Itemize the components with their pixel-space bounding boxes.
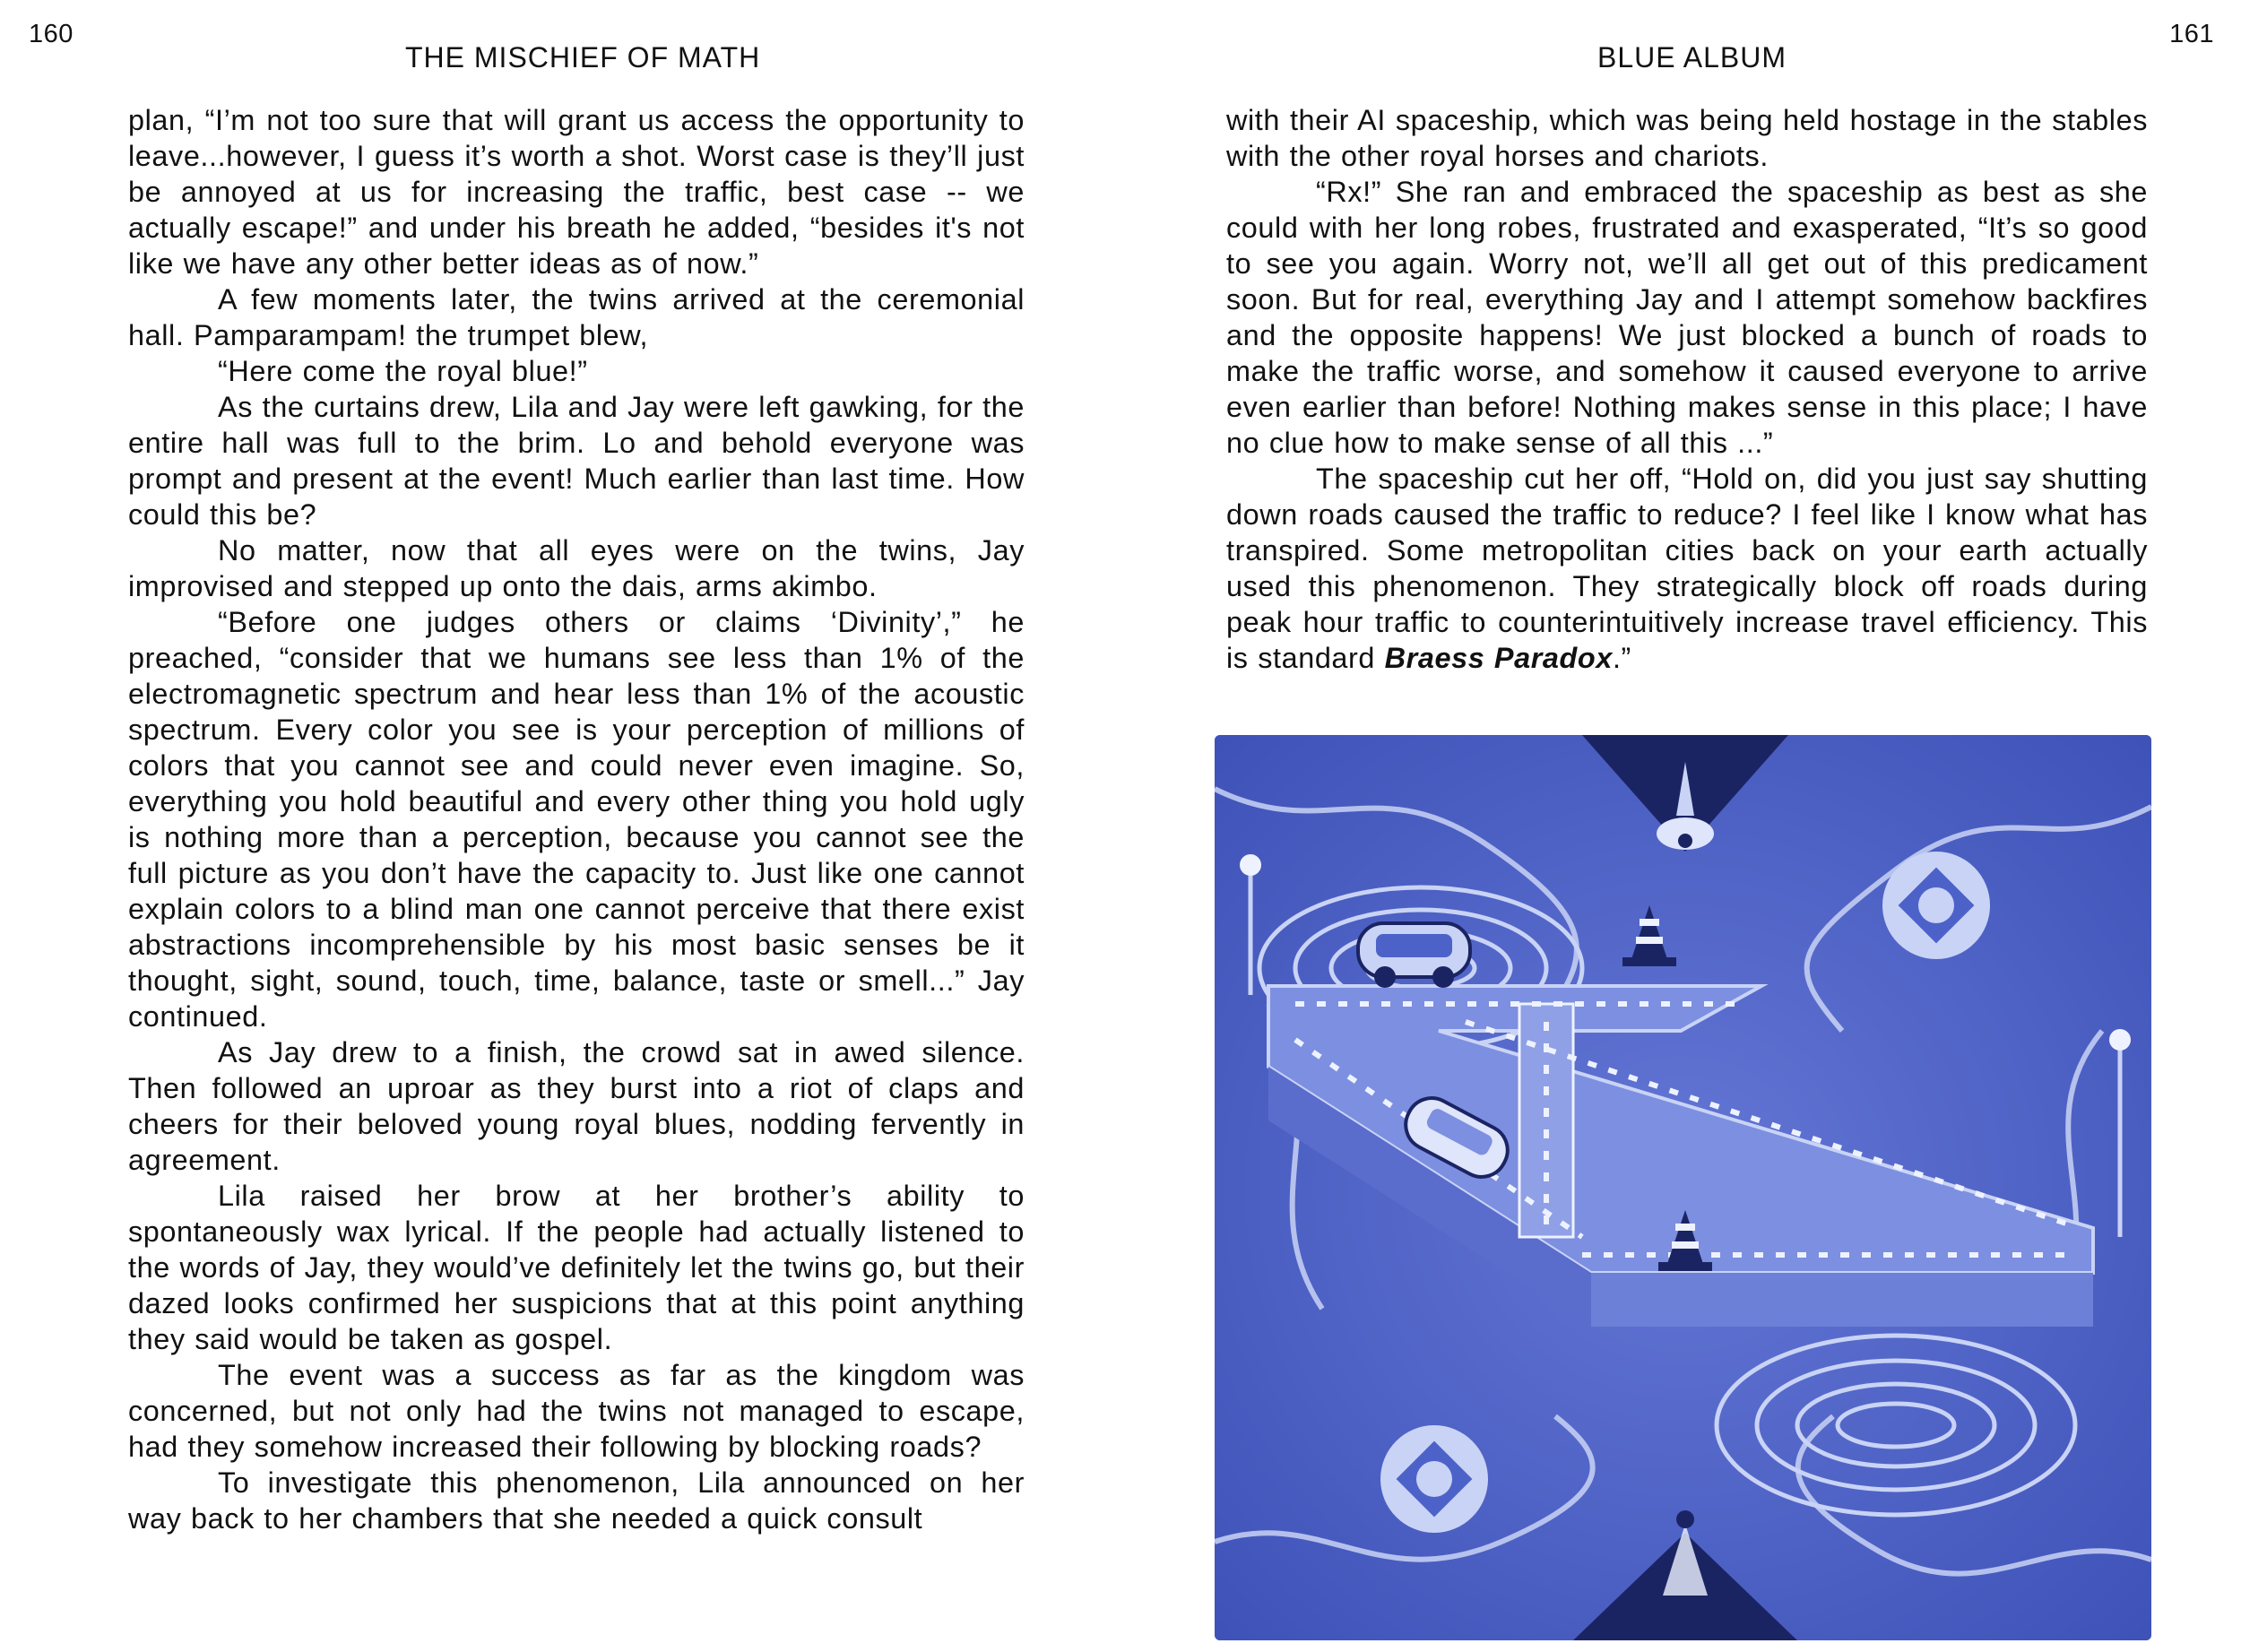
paragraph — [1226, 461, 2148, 676]
paragraph: As the curtains drew, Lila and Jay were left gawking, for the entire hall was full to the brim. Lo and behold everyone was prompt and present at the event! Much earlier than last time. How could this be? — [128, 391, 1025, 531]
paragraph: As Jay drew to a finish, the crowd sat in awed silence. Then followed an uproar as they burst into a riot of claps and cheers for their beloved young royal blues, nodding fervently in agreement. — [128, 1036, 1025, 1176]
paragraph: A few moments later, the twins arrived at the ceremonial hall. Pamparampam! the trumpet blew, — [128, 283, 1025, 351]
running-head-right: BLUE ALBUM — [1597, 41, 1787, 74]
eye-symbol-bottom-left — [1380, 1425, 1488, 1533]
paragraph: plan, “I’m not too sure that will grant us access the opportunity to leave...however, I guess it’s worth a shot. Worst case is they’ll just be annoyed at us for increasing the traffic, best case -- we actually escape!” and under his breath he added, “besides it's not like we have any other better ideas as of now.” — [128, 104, 1025, 280]
paragraph: with their AI spaceship, which was being held hostage in the stables with the other royal horses and chariots. — [1226, 104, 2148, 172]
paragraph-text: The spaceship cut her off, “Hold on, did you just say shutting down roads caused the traffic to reduce? I feel like I know what has transpired. Some metropolitan cities back on your earth actually used this phenomenon. They strategically block off roads during peak hour traffic to counterintuitively increase travel efficiency. This is standard — [1226, 463, 2148, 674]
paragraph: To investigate this phenomenon, Lila announced on her way back to her chambers that she needed a quick consult — [128, 1466, 1025, 1535]
braess-paradox-term: Braess Paradox — [1384, 642, 1613, 674]
paragraph-text-end: .” — [1612, 642, 1631, 674]
paragraph: No matter, now that all eyes were on the twins, Jay improvised and stepped up onto the dais, arms akimbo. — [128, 534, 1025, 602]
eye-symbol-top-right — [1882, 852, 1990, 959]
braess-road-illustration — [1215, 735, 2151, 1640]
running-head-left: THE MISCHIEF OF MATH — [405, 41, 761, 74]
car-icon — [1358, 923, 1470, 988]
page-number-left: 160 — [29, 20, 74, 48]
left-text-column — [128, 102, 1025, 1536]
paragraph: Lila raised her brow at her brother’s ability to spontaneously wax lyrical. If the people had actually listened to the words of Jay, they would’ve definitely let the twins go, but their dazed looks confirmed her suspicions that at this point anything they said would be taken as gospel. — [128, 1180, 1025, 1355]
page-number-right: 161 — [2169, 20, 2214, 48]
paragraph: “Before one judges others or claims ‘Divinity’,” he preached, “consider that we humans see less than 1% of the electromagnetic spectrum and hear less than 1% of the acoustic spectrum. Every color you see is your perception of millions of colors that you cannot see and could never even imagine. So, everything you hold beautiful and every other thing you hold ugly is nothing more than a perception, because you cannot see the full picture as you don’t have the capacity to. Just like one cannot explain colors to a blind man one cannot perceive that there exist abstractions incomprehensible by his most basic senses be it thought, sight, sound, touch, time, balance, taste or smell...” Jay continued. — [128, 606, 1025, 1033]
paragraph: “Here come the royal blue!” — [218, 355, 588, 387]
paragraph: The event was a success as far as the kingdom was concerned, but not only had the twins not managed to escape, had they somehow increased their following by blocking roads? — [128, 1359, 1025, 1463]
illustration-svg — [1215, 735, 2151, 1640]
paragraph: “Rx!” She ran and embraced the spaceship as best as she could with her long robes, frustrated and exasperated, “It’s so good to see you again. Worry not, we’ll all get out of this predicament soon. But for real, everything Jay and I attempt somehow backfires and the opposite happens! We just blocked a bunch of roads to make the traffic worse, and somehow it caused everyone to arrive even earlier than before! Nothing makes sense in this place; I have no clue how to make sense of all this ...” — [1226, 176, 2148, 459]
right-text-column — [1226, 102, 2148, 676]
